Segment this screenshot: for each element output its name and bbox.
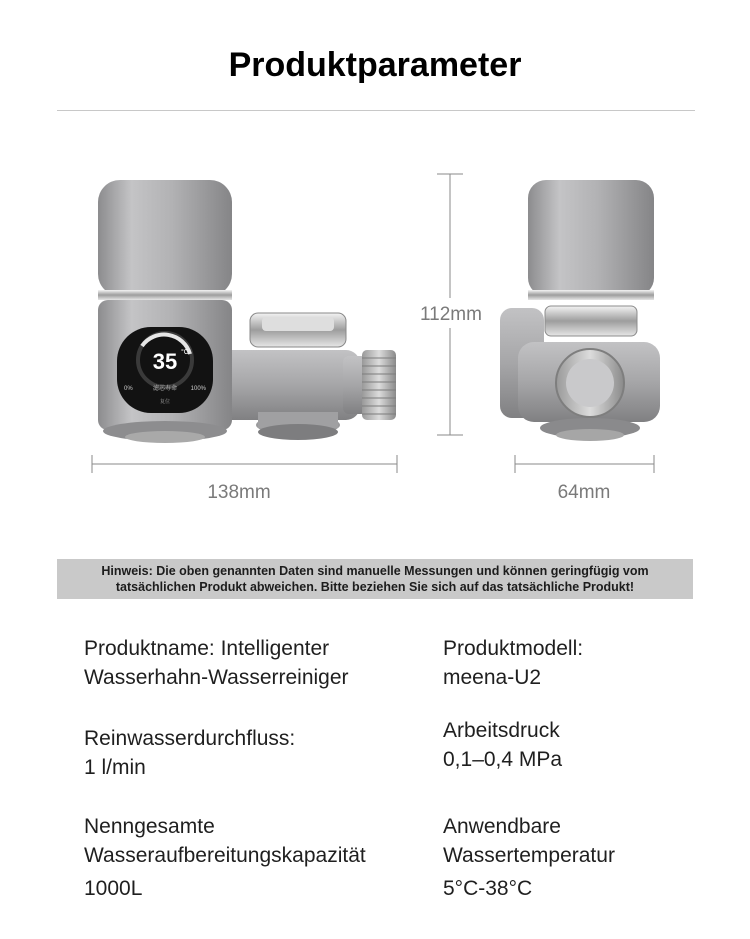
spec-product-name-label: Produktname: Intelligenter [84, 637, 330, 660]
spec-temperature-label-1: Anwendbare [443, 815, 561, 838]
spec-temperature-value: 5°C-38°C [443, 877, 533, 900]
dimension-label-front: 138mm [207, 482, 271, 503]
spec-pressure [443, 716, 562, 774]
display-unit: °C [181, 349, 189, 356]
display-caption: 滤芯寿命 [152, 385, 178, 392]
side-view [500, 180, 660, 441]
measurement-notice [57, 559, 693, 599]
spec-flow-value: 1 l/min [84, 756, 146, 779]
spec-model [443, 634, 583, 692]
spec-pressure-value: 0,1–0,4 MPa [443, 748, 563, 771]
display-left-pct: 0% [124, 386, 133, 392]
display-reset-label: 复位 [159, 399, 171, 405]
spec-flow-label: Reinwasserdurchfluss: [84, 727, 296, 750]
dimension-height [412, 174, 490, 435]
spec-capacity [84, 812, 366, 903]
spec-model-value: meena-U2 [443, 666, 542, 689]
title-divider [57, 110, 695, 111]
dimension-width-front [92, 455, 397, 503]
spec-pressure-label: Arbeitsdruck [443, 719, 560, 742]
spec-product-name-value: Wasserhahn-Wasserreiniger [84, 666, 349, 689]
display-temperature: 35 [152, 349, 178, 374]
display-right-pct: 100% [190, 386, 206, 392]
dimension-label-height: 112mm [420, 304, 482, 325]
spec-temperature-label-2: Wassertemperatur [443, 844, 615, 867]
spec-capacity-label-2: Wasseraufbereitungskapazität [84, 844, 366, 867]
spec-flow [84, 724, 295, 782]
front-view [98, 180, 396, 443]
spec-model-label: Produktmodell: [443, 637, 584, 660]
product-illustration [0, 150, 750, 520]
spec-capacity-label-1: Nenngesamte [84, 815, 215, 838]
spec-product-name [84, 634, 349, 692]
spec-capacity-value: 1000L [84, 877, 143, 900]
dimension-label-side: 64mm [557, 482, 611, 503]
page-title: Produktparameter [228, 46, 522, 84]
dimension-width-side [515, 455, 654, 503]
spec-temperature [443, 812, 615, 903]
notice-text: Hinweis: Die oben genannten Daten sind manuelle Messungen und können geringfügig vom tatsächlichen Produkt abweichen. Bitte beziehen Sie sich auf das tatsächliche Produkt! [101, 564, 649, 594]
